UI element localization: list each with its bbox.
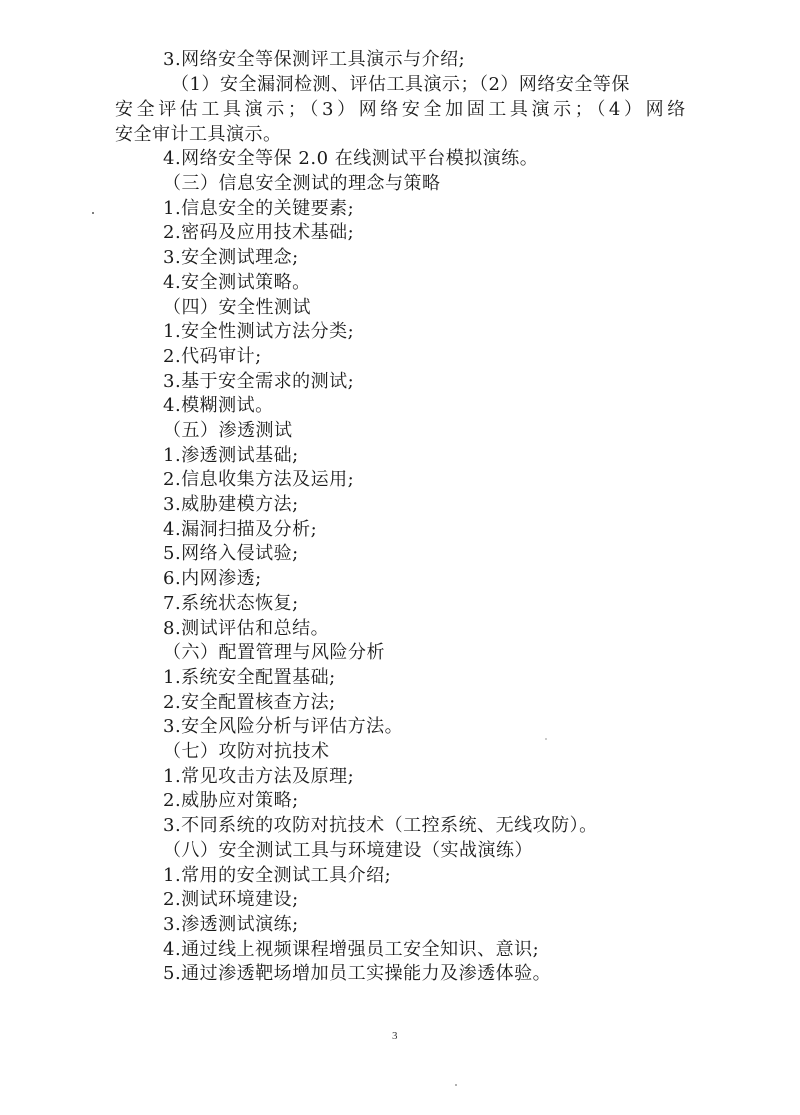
scan-speck bbox=[92, 212, 94, 214]
list-item: 2.信息收集方法及运用; bbox=[163, 469, 355, 490]
list-item: 7.系统状态恢复; bbox=[163, 593, 299, 614]
list-item: 4.网络安全等保 2.0 在线测试平台模拟演练。 bbox=[163, 148, 539, 169]
list-item: （1）安全漏洞检测、评估工具演示；（2）网络安全等保 bbox=[171, 74, 630, 95]
list-item: 1.安全性测试方法分类; bbox=[163, 321, 355, 342]
list-item: 安全评估工具演示；（3）网络安全加固工具演示；（4）网络 bbox=[115, 99, 686, 120]
section-heading: （三）信息安全测试的理念与策略 bbox=[163, 173, 441, 194]
list-item: 安全审计工具演示。 bbox=[115, 124, 282, 145]
list-item: 1.信息安全的关键要素; bbox=[163, 198, 355, 219]
section-heading: （八）安全测试工具与环境建设（实战演练） bbox=[163, 840, 533, 861]
list-item: 1.系统安全配置基础; bbox=[163, 667, 336, 688]
list-item: 4.安全测试策略。 bbox=[163, 272, 311, 293]
scan-speck bbox=[455, 1084, 457, 1086]
scan-speck bbox=[545, 738, 547, 740]
list-item: 3.渗透测试演练; bbox=[163, 914, 299, 935]
list-item: 5.网络入侵试验; bbox=[163, 543, 299, 564]
list-item: 1.常见攻击方法及原理; bbox=[163, 766, 355, 787]
list-item: 3.安全测试理念; bbox=[163, 247, 299, 268]
section-heading: （七）攻防对抗技术 bbox=[163, 741, 330, 762]
section-heading: （四）安全性测试 bbox=[163, 297, 311, 318]
section-heading: （六）配置管理与风险分析 bbox=[163, 642, 385, 663]
list-item: 3.安全风险分析与评估方法。 bbox=[163, 716, 404, 737]
list-item: 1.常用的安全测试工具介绍; bbox=[163, 865, 392, 886]
section-heading: （五）渗透测试 bbox=[163, 420, 293, 441]
list-item: 3.基于安全需求的测试; bbox=[163, 371, 355, 392]
list-item: 2.代码审计; bbox=[163, 346, 262, 367]
page-number: 3 bbox=[392, 1030, 398, 1042]
list-item: 2.威胁应对策略; bbox=[163, 790, 299, 811]
list-item: 6.内网渗透; bbox=[163, 568, 262, 589]
list-item: 8.测试评估和总结。 bbox=[163, 618, 330, 639]
list-item: 3.不同系统的攻防对抗技术（工控系统、无线攻防）。 bbox=[163, 815, 598, 836]
list-item: 3.网络安全等保测评工具演示与介绍; bbox=[163, 49, 466, 70]
list-item: 4.通过线上视频课程增强员工安全知识、意识; bbox=[163, 939, 540, 960]
list-item: 2.测试环境建设; bbox=[163, 889, 299, 910]
list-item: 1.渗透测试基础; bbox=[163, 445, 299, 466]
list-item: 4.模糊测试。 bbox=[163, 395, 274, 416]
list-item: 2.安全配置核查方法; bbox=[163, 692, 336, 713]
list-item: 4.漏洞扫描及分析; bbox=[163, 519, 318, 540]
list-item: 3.威胁建模方法; bbox=[163, 494, 299, 515]
list-item: 5.通过渗透靶场增加员工实操能力及渗透体验。 bbox=[163, 963, 552, 984]
list-item: 2.密码及应用技术基础; bbox=[163, 222, 355, 243]
